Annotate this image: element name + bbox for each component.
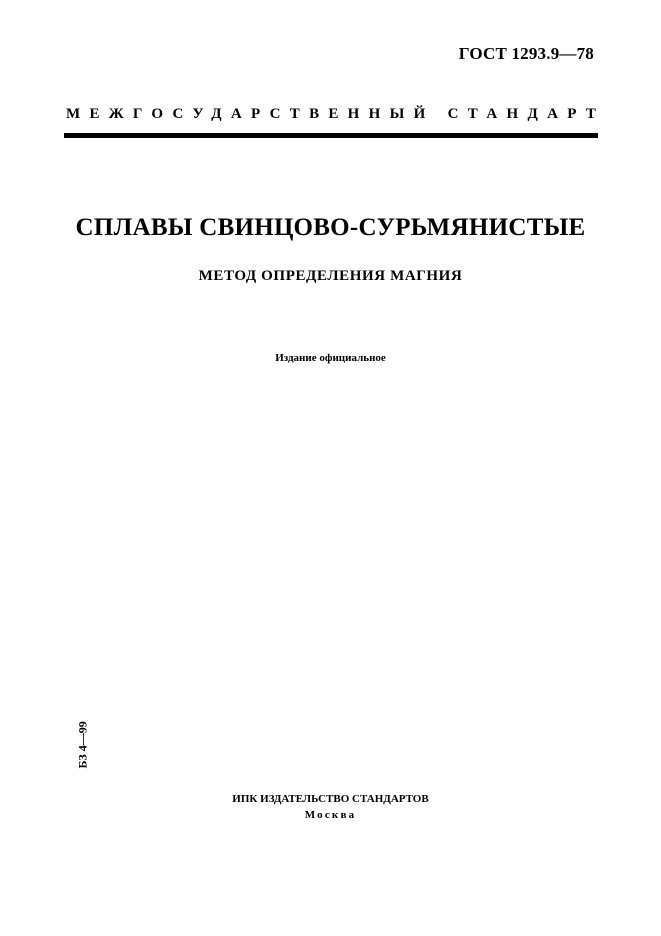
side-code: БЗ 4—99 [75,721,90,769]
publisher-city: Москва [304,809,357,821]
header-divider [64,133,598,138]
document-title: СПЛАВЫ СВИНЦОВО-СУРЬМЯНИСТЫЕ [75,214,586,241]
document-subtitle: МЕТОД ОПРЕДЕЛЕНИЯ МАГНИЯ [198,268,463,284]
gost-number: ГОСТ 1293.9—78 [458,44,594,63]
edition-note: Издание официальное [275,352,386,364]
standard-type-heading: МЕЖГОСУДАРСТВЕННЫЙ СТАНДАРТ [66,106,606,122]
publisher-name: ИПК ИЗДАТЕЛЬСТВО СТАНДАРТОВ [232,793,429,805]
